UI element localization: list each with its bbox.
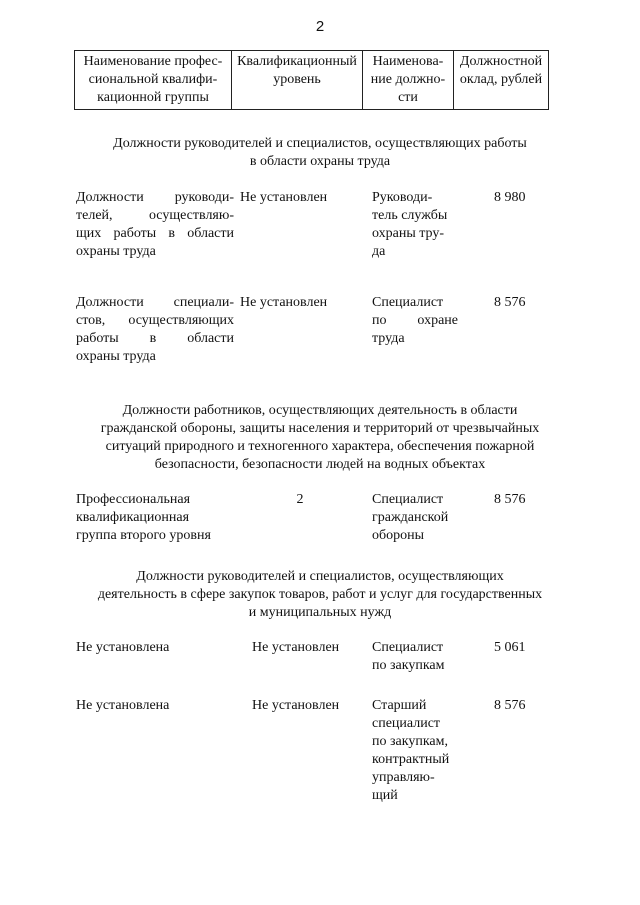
s3-r2-group: Не установлена: [76, 698, 170, 713]
s1-r1-position: Руководи- тель службы охраны тру- да: [372, 190, 448, 259]
s3-r2-level: Не установлен: [252, 698, 340, 713]
s1-r2-level: Не установлен: [240, 295, 328, 310]
section1-title-line: в области охраны труда: [249, 154, 391, 169]
s3-r1-group: Не установлена: [76, 640, 170, 655]
s3-r1-level: Не установлен: [252, 640, 340, 655]
section3-title: Должности руководителей и специалистов, осуществляющих деятельность в сфере закупок товаров, работ и услуг для государственных и муниципальных нужд: [97, 569, 543, 620]
s3-r1-salary: 5 061: [494, 640, 526, 655]
s1-r1-level: Не установлен: [240, 190, 328, 205]
s2-r1-level: 2: [296, 492, 304, 507]
s3-r2-position: Старший специалист по закупкам, контрактный управляю- щий: [372, 698, 450, 803]
section2-title: Должности работников, осуществляющих деятельность в области гражданской обороны, защиты населения и территорий от чрезвычайных ситуаций природного и техногенного характера, обеспечения пожарной безопасности, безопасности людей на водных объектах: [100, 403, 540, 472]
s1-r2-group: Должности специали- стов, осуществляющих работы в области охраны труда: [76, 295, 234, 364]
section1-title: [60, 135, 580, 171]
s1-r2-salary: 8 576: [494, 295, 526, 310]
header-group-name: Наименование профес-сиональной квалифи-кационной группы: [75, 51, 232, 110]
s1-r1-salary: 8 980: [494, 190, 526, 205]
s3-r1-position: Специалист по закупкам: [372, 640, 445, 673]
header-table: [74, 50, 549, 110]
s2-r1-position: Специалист гражданской обороны: [372, 492, 449, 543]
header-level: Квалификационный уровень: [232, 51, 363, 110]
s2-r1-salary: 8 576: [494, 492, 526, 507]
page-number: 2: [315, 18, 325, 35]
header-salary: Должностной оклад, рублей: [454, 51, 549, 110]
s3-r2-salary: 8 576: [494, 698, 526, 713]
section1-title-line: Должности руководителей и специалистов, осуществляющих работы: [113, 136, 527, 151]
s1-r2-position: Специалист по охране труда: [372, 295, 458, 346]
s1-r1-group: Должности руководи- телей, осуществляю- щих работы в области охраны труда: [76, 190, 234, 259]
header-position: Наименова-ние должно-сти: [363, 51, 454, 110]
s2-r1-group: Профессиональная квалификационная группа второго уровня: [76, 492, 211, 543]
